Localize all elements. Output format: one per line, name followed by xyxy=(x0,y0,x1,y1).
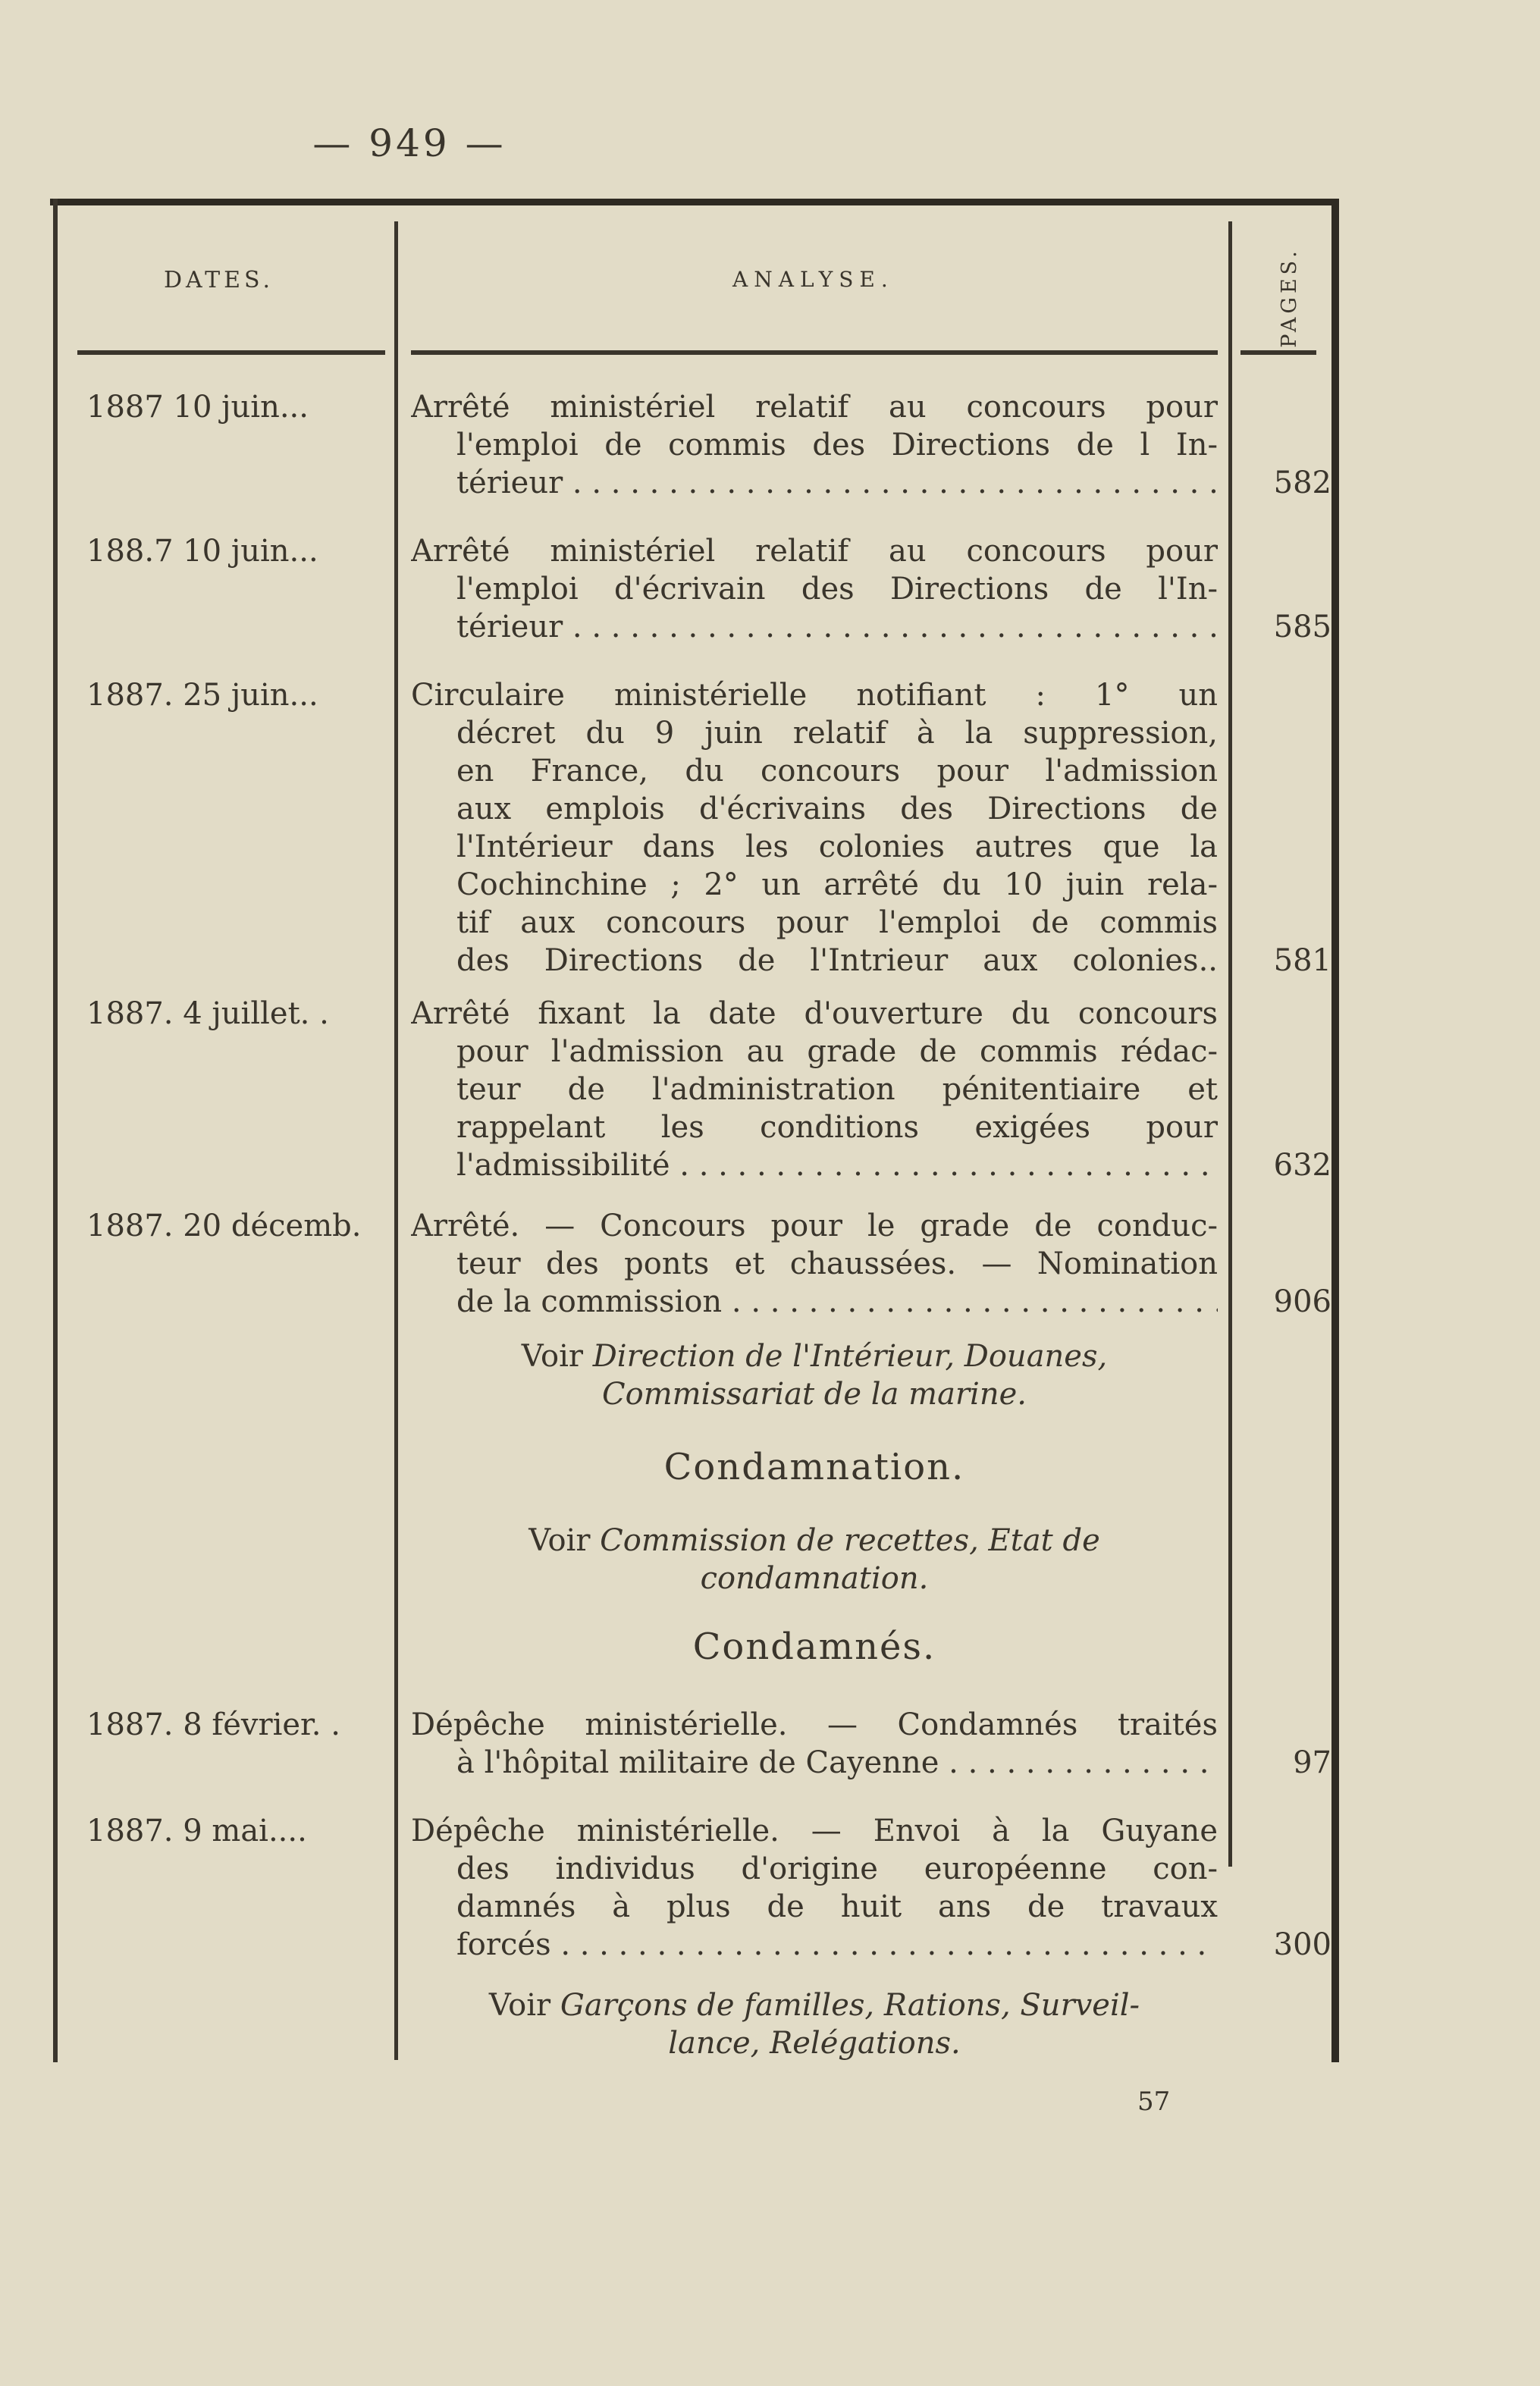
see-also-reference: Direction de l'Intérieur, Douanes, xyxy=(592,1339,1108,1374)
analysis-line: térieur . . . xyxy=(411,464,1218,502)
section-heading-condamnes: Condamnés. xyxy=(692,1626,936,1668)
analysis-line: des Directions de l'Intrieur aux colonies.. xyxy=(456,943,1218,978)
analysis-line: térieur . . . xyxy=(411,608,1218,646)
analysis-line: damnés à plus de huit ans de travaux xyxy=(456,1889,1218,1924)
column-divider-pages xyxy=(1228,221,1232,1867)
see-also-block xyxy=(411,1337,1218,1413)
section-heading-condamnation: Condamnation. xyxy=(663,1446,965,1488)
entry-date: 1887. 20 décemb. xyxy=(86,1209,362,1243)
entry-analysis xyxy=(411,388,1218,502)
header-pages xyxy=(1251,244,1327,350)
entry-page: 585 xyxy=(1273,610,1331,644)
analysis-line: Cochinchine ; 2° un arrêté du 10 juin rela- xyxy=(456,867,1218,902)
see-also-reference: Commissariat de la marine. xyxy=(602,1377,1027,1412)
entry-date: 1887 10 juin... xyxy=(86,390,309,425)
entry-page: 97 xyxy=(1293,1745,1331,1780)
entry-analysis xyxy=(411,1207,1218,1321)
see-also-voir: Voir xyxy=(528,1523,591,1558)
analysis-line: aux emplois d'écrivains des Directions de xyxy=(456,792,1218,826)
entry-analysis xyxy=(411,1706,1218,1782)
analysis-line: Arrêté. — Concours pour le grade de conduc- xyxy=(411,1209,1218,1243)
header-rule-pages xyxy=(1240,350,1316,355)
analysis-line: rappelant les conditions exigées pour xyxy=(456,1110,1218,1145)
see-also-reference: condamnation. xyxy=(700,1561,929,1596)
entry-date: 1887. 25 juin... xyxy=(86,678,318,713)
see-also-reference: Commission de recettes, Etat de xyxy=(600,1523,1100,1558)
analysis-line: l'admissibilité . . . xyxy=(411,1146,1218,1184)
analysis-line: teur des ponts et chaussées. — Nomination xyxy=(456,1246,1218,1281)
analysis-line: à l'hôpital militaire de Cayenne . . . xyxy=(411,1744,1218,1782)
analysis-line: Arrêté ministériel relatif au concours pour xyxy=(411,390,1218,425)
entry-page: 581 xyxy=(1273,943,1331,978)
header-dates: DATES. xyxy=(164,267,274,293)
entry-date: 1887. 8 février. . xyxy=(86,1707,340,1742)
entry-analysis xyxy=(411,1812,1218,1964)
analysis-line: l'emploi d'écrivain des Directions de l'In- xyxy=(456,572,1218,607)
entry-page: 300 xyxy=(1273,1927,1331,1962)
see-also-reference: Garçons de familles, Rations, Surveil- xyxy=(560,1988,1140,2023)
entry-date: 1887. 4 juillet. . xyxy=(86,996,329,1031)
analysis-line: pour l'admission au grade de commis rédac- xyxy=(456,1034,1218,1069)
see-also-voir: Voir xyxy=(521,1339,583,1374)
entry-analysis xyxy=(411,676,1218,980)
analysis-line: décret du 9 juin relatif à la suppression, xyxy=(456,716,1218,751)
column-divider-dates xyxy=(394,221,398,2060)
entry-page: 582 xyxy=(1273,466,1331,500)
analysis-line: Circulaire ministérielle notifiant : 1° un xyxy=(411,678,1218,713)
analysis-line: des individus d'origine européenne con- xyxy=(456,1851,1218,1886)
left-rule xyxy=(53,199,58,2062)
analysis-line: teur de l'administration pénitentiaire et xyxy=(456,1072,1218,1107)
analysis-line: tif aux concours pour l'emploi de commis xyxy=(456,905,1218,940)
page-number: — 949 — xyxy=(312,121,507,165)
see-also-block xyxy=(411,1986,1218,2062)
entry-date: 1887. 9 mai.... xyxy=(86,1814,307,1848)
analysis-line: en France, du concours pour l'admission xyxy=(456,754,1218,789)
signature-mark: 57 xyxy=(1137,2087,1171,2117)
entry-date: 188.7 10 juin... xyxy=(86,534,318,569)
analysis-line: forcés . . . xyxy=(411,1926,1218,1964)
analysis-line: l'Intérieur dans les colonies autres que la xyxy=(456,829,1218,864)
entry-analysis xyxy=(411,995,1218,1184)
analysis-line: l'emploi de commis des Directions de l In- xyxy=(456,428,1218,462)
see-also-voir: Voir xyxy=(488,1988,551,2023)
header-analyse: ANALYSE. xyxy=(732,267,894,292)
index-table xyxy=(50,199,1331,2062)
top-rule xyxy=(50,199,1331,205)
see-also-reference: lance, Relégations. xyxy=(668,2026,961,2061)
see-also-block xyxy=(411,1522,1218,1597)
header-rule-analyse xyxy=(411,350,1218,355)
entry-page: 632 xyxy=(1273,1148,1331,1183)
analysis-line: Dépêche ministérielle. — Envoi à la Guyane xyxy=(411,1814,1218,1848)
entry-page: 906 xyxy=(1273,1284,1331,1319)
analysis-line: Arrêté fixant la date d'ouverture du concours xyxy=(411,996,1218,1031)
analysis-line: Dépêche ministérielle. — Condamnés traités xyxy=(411,1707,1218,1742)
analysis-line: de la commission . . . xyxy=(411,1283,1218,1321)
right-rule xyxy=(1331,199,1339,2062)
header-rule-dates xyxy=(77,350,385,355)
entry-analysis xyxy=(411,532,1218,646)
header-pages-label: PAGES. xyxy=(1277,246,1301,348)
analysis-line: Arrêté ministériel relatif au concours pour xyxy=(411,534,1218,569)
